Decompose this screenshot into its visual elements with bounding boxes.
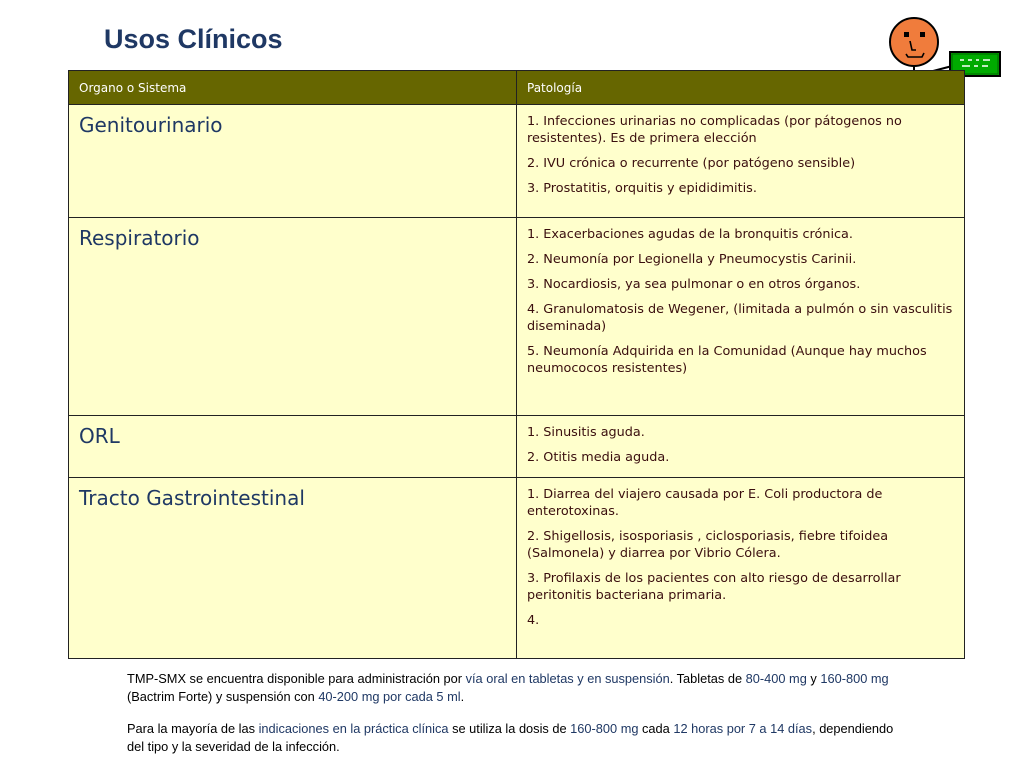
pathology-cell <box>517 218 965 416</box>
list-item: 1. Diarrea del viajero causada por E. Coli productora de enterotoxinas. <box>527 487 883 519</box>
list-item: 3. Nocardiosis, ya sea pulmonar o en otros órganos. <box>527 277 861 292</box>
footer-text: y <box>806 671 821 686</box>
highlight-text: 12 horas por 7 a 14 días <box>673 721 813 736</box>
column-header-pathology: Patología <box>517 71 965 105</box>
footer-text: . <box>460 689 465 704</box>
pathology-cell <box>517 478 965 659</box>
list-item: 3. Prostatitis, orquitis y epididimitis. <box>527 181 757 196</box>
footer-text: cada <box>638 721 674 736</box>
highlight-text: 80-400 mg <box>745 671 807 686</box>
dosage-paragraph <box>127 670 907 706</box>
list-item: 2. Shigellosis, isosporiasis , ciclosporiasis, fiebre tifoidea (Salmonela) y diarrea por Vibrio Cólera. <box>527 529 889 561</box>
list-item: 2. IVU crónica o recurrente (por patógeno sensible) <box>527 156 856 171</box>
table-header-row <box>69 71 965 105</box>
highlight-text: indicaciones en la práctica clínica <box>258 721 449 736</box>
list-item: 3. Profilaxis de los pacientes con alto riesgo de desarrollar peritonitis bacteriana primaria. <box>527 571 901 603</box>
footer-text: , dependiendo del tipo y la severidad de la infección. <box>127 721 894 754</box>
footer-text: se utiliza la dosis de <box>448 721 571 736</box>
list-item: 4. <box>527 613 540 628</box>
highlight-text: 40-200 mg por cada 5 ml <box>318 689 461 704</box>
table-row <box>69 105 965 218</box>
table-row <box>69 416 965 478</box>
footer-notes <box>127 670 907 770</box>
footer-text: . Tabletas de <box>669 671 746 686</box>
footer-text: (Bactrim Forte) y suspensión con <box>127 689 319 704</box>
list-item: 1. Sinusitis aguda. <box>527 425 645 440</box>
organ-cell: Genitourinario <box>69 105 517 218</box>
table-row <box>69 218 965 416</box>
organ-cell: ORL <box>69 416 517 478</box>
list-item: 2. Neumonía por Legionella y Pneumocystis Carinii. <box>527 252 857 267</box>
pathology-cell <box>517 105 965 218</box>
column-header-organ: Organo o Sistema <box>69 71 517 105</box>
pathology-cell <box>517 416 965 478</box>
organ-cell: Tracto Gastrointestinal <box>69 478 517 659</box>
organ-cell: Respiratorio <box>69 218 517 416</box>
table-row <box>69 478 965 659</box>
list-item: 4. Granulomatosis de Wegener, (limitada a pulmón o sin vasculitis diseminada) <box>527 302 953 334</box>
highlight-text: 160-800 mg <box>820 671 889 686</box>
list-item: 2. Otitis media aguda. <box>527 450 670 465</box>
list-item: 1. Exacerbaciones agudas de la bronquitis crónica. <box>527 227 853 242</box>
indications-paragraph <box>127 720 907 756</box>
footer-text: Para la mayoría de las <box>127 721 259 736</box>
list-item: 1. Infecciones urinarias no complicadas (por pátogenos no resistentes). Es de primera elección <box>527 114 902 146</box>
clinical-uses-table <box>68 70 965 659</box>
highlight-text: vía oral en tabletas y en suspensión <box>465 671 670 686</box>
footer-text: TMP-SMX se encuentra disponible para administración por <box>127 671 466 686</box>
highlight-text: 160-800 mg <box>570 721 639 736</box>
page-title: Usos Clínicos <box>104 24 283 54</box>
list-item: 5. Neumonía Adquirida en la Comunidad (Aunque hay muchos neumococos resistentes) <box>527 344 927 376</box>
